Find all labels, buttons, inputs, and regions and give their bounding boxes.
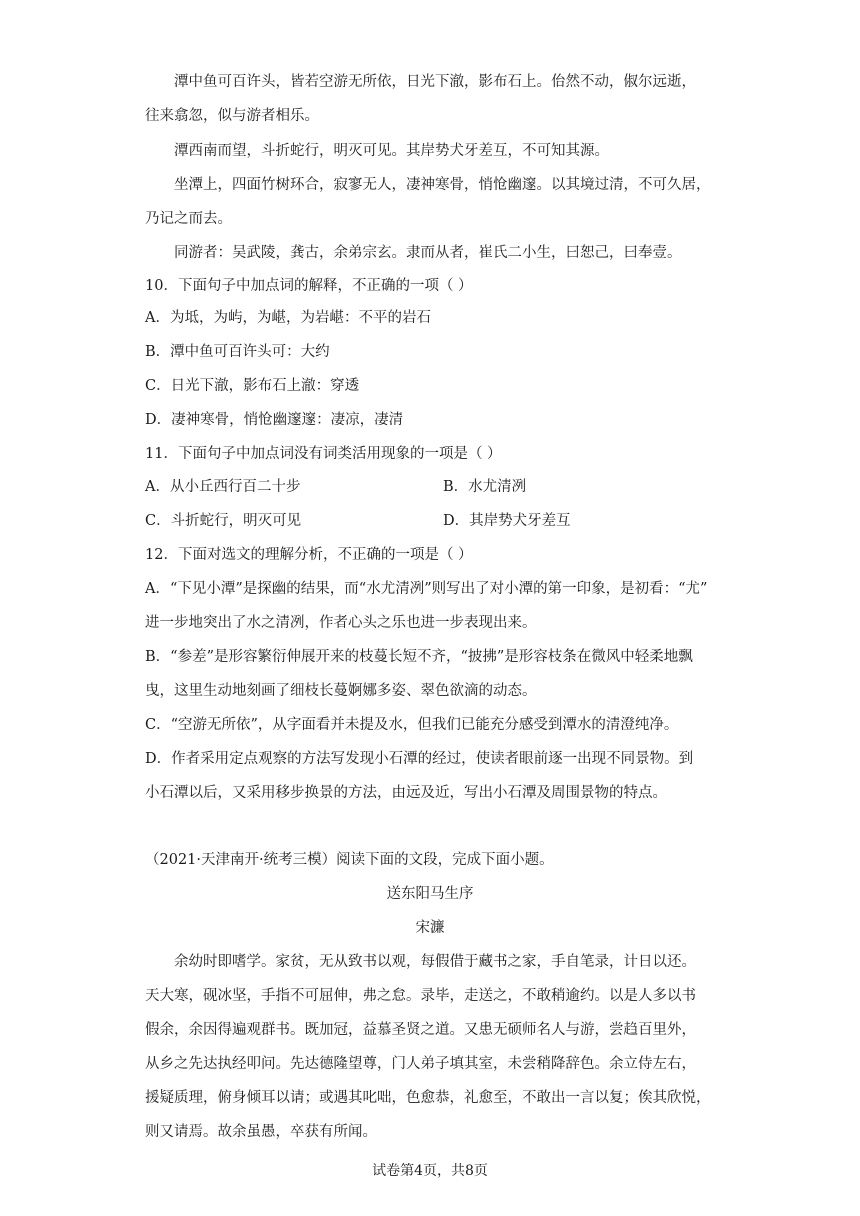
- q10-option-d: D．凄神寒骨，悄怆幽邃邃：凄凉，凄清: [145, 412, 404, 428]
- section-intro: （2021·天津南开·统考三模）阅读下面的文段，完成下面小题。: [145, 852, 554, 868]
- passage-line: 往来翕忽，似与游者相乐。: [145, 108, 319, 124]
- passage-line: 同游者：吴武陵，龚古，余弟宗玄。隶而从者，崔氏二小生，曰恕己，曰奉壹。: [174, 245, 682, 261]
- q12-option-c: C．“空游无所依”，从字面看并未提及水，但我们已能充分感受到潭水的清澄纯净。: [145, 717, 679, 733]
- question-10-stem: 10．下面句子中加点词的解释，不正确的一项（ ）: [145, 278, 473, 294]
- essay-title: 送东阳马生序: [386, 886, 474, 902]
- question-11-stem: 11．下面句子中加点词没有词类活用现象的一项是（ ）: [145, 446, 502, 462]
- q10-option-b: B．潭中鱼可百许头可：大约: [145, 344, 330, 360]
- essay-line: 天大寒，砚冰坚，手指不可屈伸，弗之怠。录毕，走送之，不敢稍逾约。以是人多以书: [145, 988, 696, 1004]
- page-footer: 试卷第4页，共8页: [372, 1163, 488, 1179]
- q10-option-c: C．日光下澈，影布石上澈：穿透: [145, 378, 360, 394]
- q10-option-a: A．为坻，为屿，为嵁，为岩嵁：不平的岩石: [145, 310, 431, 326]
- q12-option-a-cont: 进一步地突出了水之清冽，作者心头之乐也进一步表现出来。: [145, 615, 537, 631]
- passage-line: 潭中鱼可百许头，皆若空游无所依，日光下澈，影布石上。佁然不动，俶尔远逝，: [174, 74, 696, 90]
- essay-line: 假余，余因得遍观群书。既加冠，益慕圣贤之道。又患无硕师名人与游，尝趋百里外，: [145, 1022, 696, 1038]
- essay-line: 则又请焉。故余虽愚，卒获有所闻。: [145, 1124, 377, 1140]
- passage-line: 乃记之而去。: [145, 211, 232, 227]
- q12-option-d: D．作者采用定点观察的方法写发现小石潭的经过，使读者眼前逐一出现不同景物。到: [145, 751, 694, 767]
- q11-option-b: B．水尤清冽: [443, 479, 527, 495]
- q12-option-b-cont: 曳，这里生动地刻画了细枝长蔓婀娜多姿、翠色欲滴的动态。: [145, 683, 537, 699]
- passage-line: 坐潭上，四面竹树环合，寂寥无人，凄神寒骨，悄怆幽邃。以其境过清，不可久居，: [174, 177, 711, 193]
- essay-line: 援疑质理，俯身倾耳以请；或遇其叱咄，色愈恭，礼愈至，不敢出一言以复；俟其欣悦，: [145, 1090, 711, 1106]
- q11-option-d: D．其岸势犬牙差互: [443, 513, 571, 529]
- q12-option-a: A．“下见小潭”是探幽的结果，而“水尤清冽”则写出了对小潭的第一印象，是初看：“尤”: [145, 581, 708, 597]
- q11-option-a: A．从小丘西行百二十步: [145, 479, 301, 495]
- q11-option-c: C．斗折蛇行，明灭可见: [145, 513, 302, 529]
- q12-option-b: B．“参差”是形容繁衍伸展开来的枝蔓长短不齐，“披拂”是形容枝条在微风中轻柔地飘: [145, 649, 693, 665]
- q12-option-d-cont: 小石潭以后，又采用移步换景的方法，由远及近，写出小石潭及周围景物的特点。: [145, 785, 667, 801]
- essay-line: 从乡之先达执经叩问。先达德隆望尊，门人弟子填其室，未尝稍降辞色。余立侍左右，: [145, 1056, 696, 1072]
- question-12-stem: 12．下面对选文的理解分析，不正确的一项是（ ）: [145, 547, 473, 563]
- essay-author: 宋濂: [415, 920, 445, 936]
- essay-line: 余幼时即嗜学。家贫，无从致书以观，每假借于藏书之家，手自笔录，计日以还。: [174, 954, 696, 970]
- passage-line: 潭西南而望，斗折蛇行，明灭可见。其岸势犬牙差互，不可知其源。: [174, 143, 609, 159]
